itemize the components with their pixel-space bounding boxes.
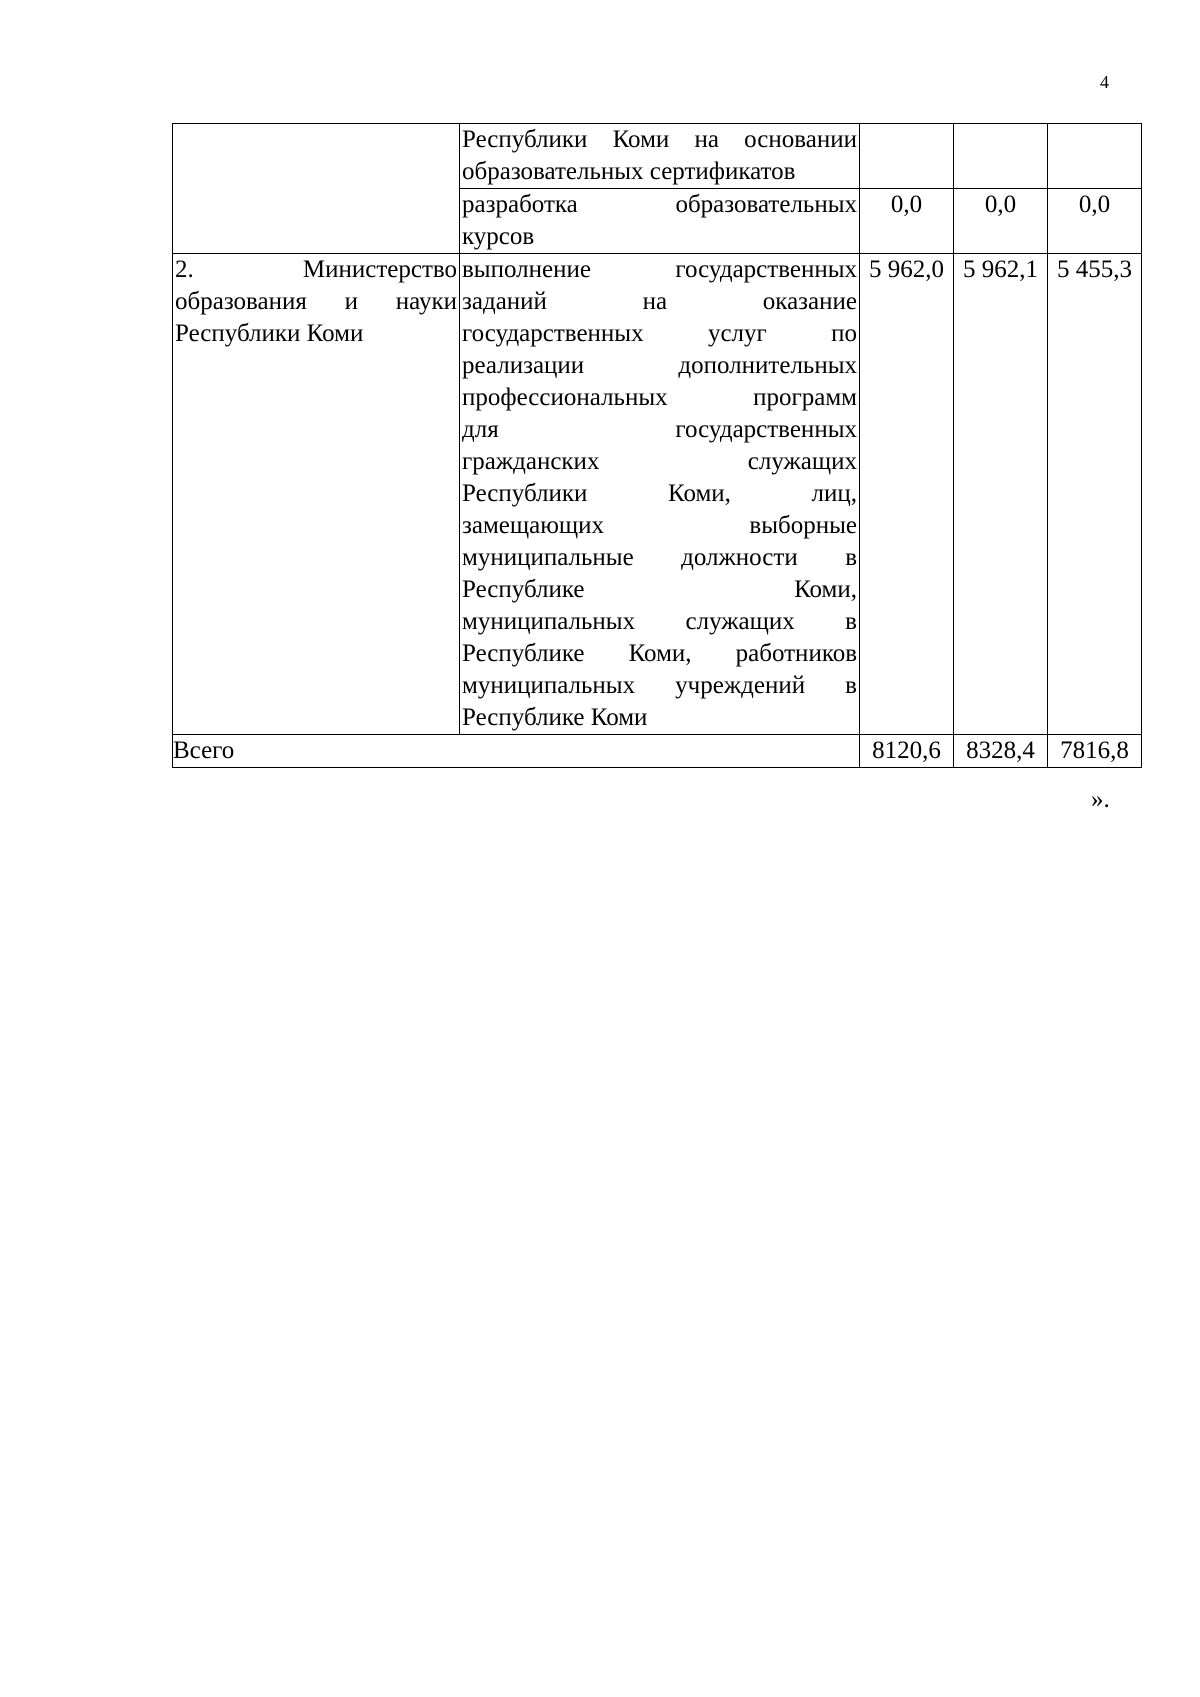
total-value-year-3: 7816,8 [1048,735,1142,768]
value-cell-year-2: 5 962,1 [954,254,1048,735]
value-cell-year-3: 0,0 [1048,189,1142,254]
text-line: государственных услуг по [462,320,857,347]
value-cell-year-2: 0,0 [954,189,1048,254]
value-cell-year-1: 5 962,0 [860,254,954,735]
table-row-total [173,735,1142,768]
value-cell-year-1: 0,0 [860,189,954,254]
direction-cell [460,189,860,254]
value-cell-year-1 [860,124,954,189]
text-line: образовательных сертификатов [462,158,796,185]
direction-cell [460,254,860,735]
text-line: Республике Коми, [462,576,857,603]
text-line: Республики Коми, лиц, [462,480,857,507]
text-line: Республике Коми, работников [462,640,857,667]
text-line: Республики Коми на основании [462,126,857,153]
text-line: реализации дополнительных [462,352,857,379]
allocation-table [172,123,1142,768]
closing-quote: ». [1091,786,1110,813]
total-label: Всего [173,735,860,768]
text-line: Республике Коми [462,704,648,731]
value-cell-year-2 [954,124,1048,189]
table-row-ministry [173,254,1142,735]
text-line: разработка образовательных [462,191,857,218]
org-cell-continued [173,124,460,254]
page-number: 4 [1100,72,1109,92]
text-line: муниципальные должности в [462,544,857,571]
table-row-continuation [173,124,1142,189]
text-line: для государственных [462,416,857,443]
text-line: профессиональных программ [462,384,857,411]
total-value-year-2: 8328,4 [954,735,1048,768]
text-line: муниципальных служащих в [462,608,857,635]
value-cell-year-3 [1048,124,1142,189]
text-line: замещающих выборные [462,512,857,539]
org-cell-ministry [173,254,460,735]
text-line: муниципальных учреждений в [462,672,857,699]
text-line: выполнение государственных [462,256,857,283]
org-line: Республики Коми [175,320,364,347]
org-line: образования и науки [175,288,457,315]
total-value-year-1: 8120,6 [860,735,954,768]
direction-cell [460,124,860,189]
text-line: курсов [462,223,535,250]
text-line: заданий на оказание [462,288,857,315]
value-cell-year-3: 5 455,3 [1048,254,1142,735]
text-line: гражданских служащих [462,448,857,475]
org-line: 2. Министерство [175,256,457,283]
